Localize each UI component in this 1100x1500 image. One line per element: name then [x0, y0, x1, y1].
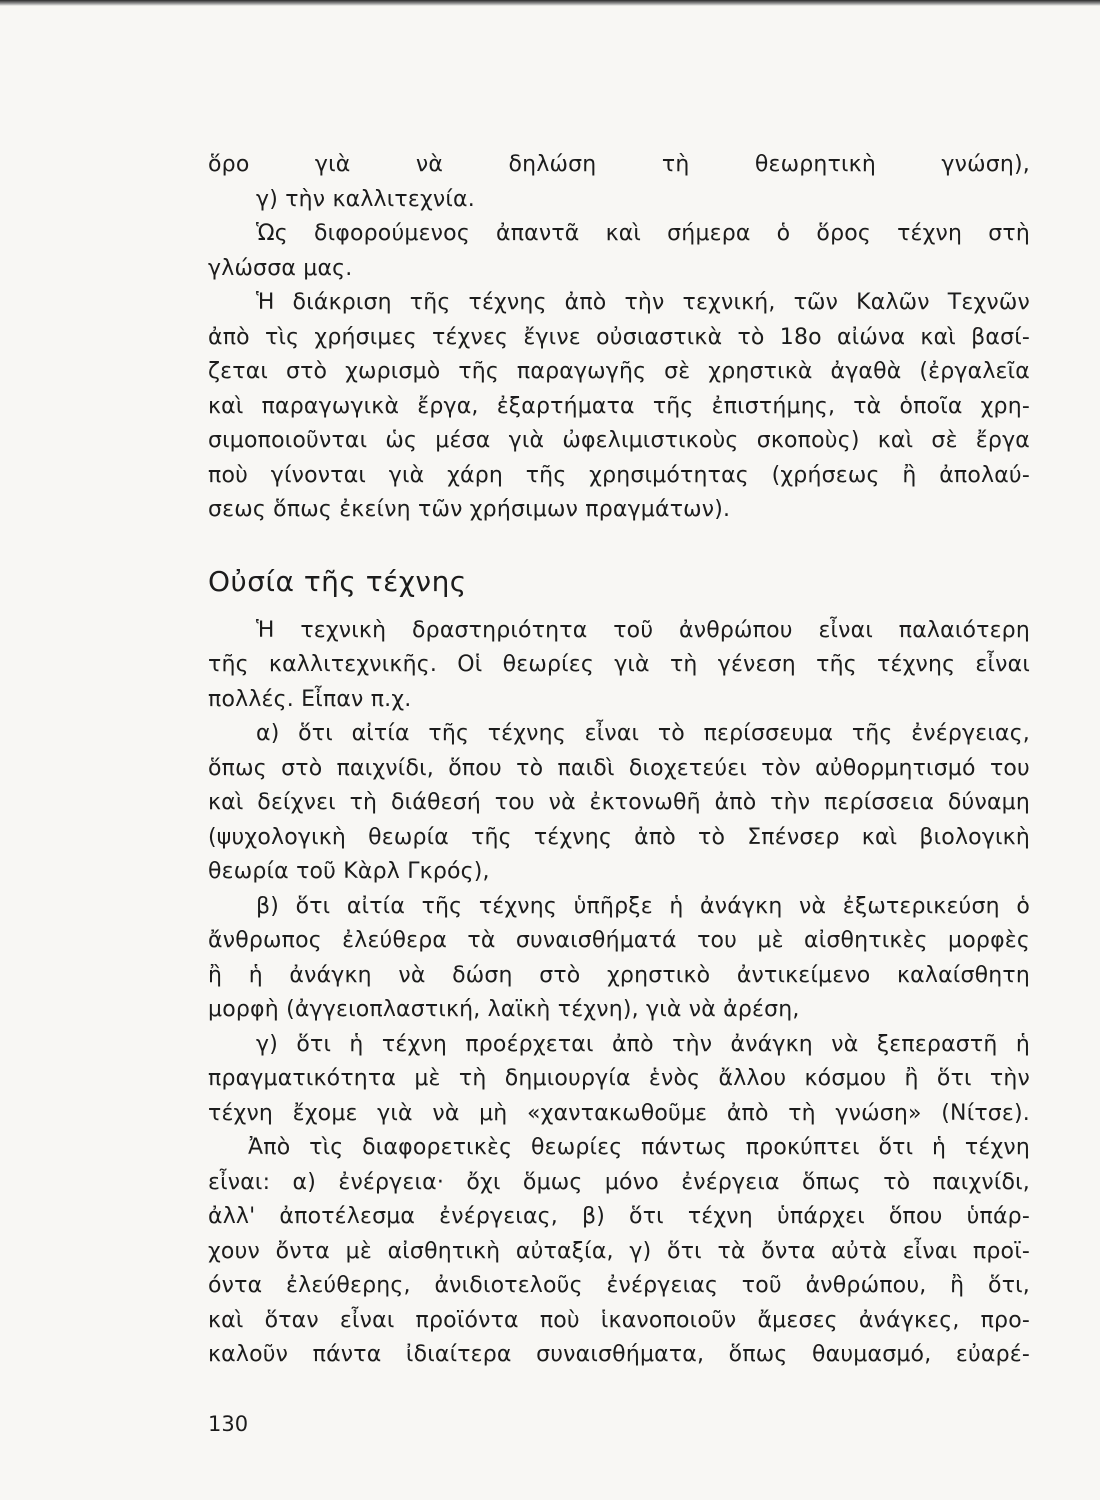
text-line-32: καὶ ὅταν εἶναι προϊόντα ποὺ ἱκανοποιοῦν ἄμεσες ἀνάγκες, προ-	[208, 1307, 1030, 1333]
text-line-15: α) ὅτι αἰτία τῆς τέχνης εἶναι τὸ περίσσευμα τῆς ἐνέργειας,	[256, 721, 1030, 746]
text-line-27: Ἀπὸ τὶς διαφορετικὲς θεωρίες πάντως προκύπτει ὅτι ἡ τέχνη	[248, 1135, 1030, 1160]
text-line-6: ἀπὸ τὶς χρήσιμες τέχνες ἔγινε οὐσιαστικὰ τὸ 18ο αἰώνα καὶ βασί-	[208, 324, 1030, 350]
text-line-29: ἀλλ' ἀποτέλεσμα ἐνέργειας, β) ὅτι τέχνη ὑπάρχει ὅπου ὑπάρ-	[208, 1204, 1030, 1229]
text-line-13: τῆς καλλιτεχνικῆς. Οἱ θεωρίες γιὰ τὴ γένεση τῆς τέχνης εἶναι	[208, 652, 1030, 677]
text-line-11: σεως ὅπως ἐκείνη τῶν χρήσιμων πραγμάτων).	[208, 497, 731, 522]
text-line-22: ἢ ἡ ἀνάγκη νὰ δώση στὸ χρηστικὸ ἀντικείμενο καλαίσθητη	[208, 962, 1030, 988]
text-line-31: όντα ἐλεύθερης, ἀνιδιοτελοῦς ἐνέργειας τοῦ ἀνθρώπου, ἢ ὅτι,	[208, 1273, 1030, 1298]
text-line-21: ἄνθρωπος ἐλεύθερα τὰ συναισθήματά του μὲ αἰσθητικὲς μορφὲς	[208, 928, 1030, 953]
page-top-edge	[0, 0, 1100, 6]
text-line-25: πραγματικότητα μὲ τὴ δημιουργία ἑνὸς ἄλλου κόσμου ἢ ὅτι τὴν	[208, 1066, 1030, 1091]
text-line-24: γ) ὅτι ἡ τέχνη προέρχεται ἀπὸ τὴν ἀνάγκη νὰ ξεπεραστῆ ἡ	[256, 1031, 1030, 1057]
text-line-28: εἶναι: α) ἐνέργεια· ὄχι ὅμως μόνο ἐνέργεια ὅπως τὸ παιχνίδι,	[208, 1169, 1030, 1195]
text-line-10: ποὺ γίνονται γιὰ χάρη τῆς χρησιμότητας (χρήσεως ἢ ἀπολαύ-	[208, 462, 1030, 488]
text-line-14: πολλές. Εἶπαν π.χ.	[208, 686, 412, 712]
text-line-1: ὅρο γιὰ νὰ δηλώση τὴ θεωρητικὴ γνώση),	[208, 152, 1030, 177]
text-line-26: τέχνη ἔχομε γιὰ νὰ μὴ «χαντακωθοῦμε ἀπὸ τὴ γνώση» (Νίτσε).	[208, 1100, 1030, 1126]
text-line-2: γ) τὴν καλλιτεχνία.	[256, 186, 475, 212]
text-line-23: μορφὴ (ἀγγειοπλαστική, λαϊκὴ τέχνη), γιὰ νὰ ἀρέση,	[208, 997, 800, 1022]
text-line-18: (ψυχολογικὴ θεωρία τῆς τέχνης ἀπὸ τὸ Σπένσερ καὶ βιολογικὴ	[208, 824, 1030, 850]
text-line-19: θεωρία τοῦ Κὰρλ Γκρός),	[208, 859, 490, 884]
text-line-12: Ἡ τεχνικὴ δραστηριότητα τοῦ ἀνθρώπου εἶναι παλαιότερη	[256, 617, 1030, 643]
text-line-16: ὅπως στὸ παιχνίδι, ὅπου τὸ παιδὶ διοχετεύει τὸν αὐθορμητισμό του	[208, 755, 1030, 781]
page-text-block	[208, 148, 1030, 1373]
text-line-8: καὶ παραγωγικὰ ἔργα, ἐξαρτήματα τῆς ἐπιστήμης, τὰ ὁποῖα χρη-	[208, 393, 1030, 419]
text-line-3: Ὡς διφορούμενος ἀπαντᾶ καὶ σήμερα ὁ ὅρος τέχνη στὴ	[256, 221, 1030, 246]
text-line-17: καὶ δείχνει τὴ διάθεσή του νὰ ἐκτονωθῆ ἀπὸ τὴν περίσσεια δύναμη	[208, 790, 1030, 815]
text-line-30: χουν ὄντα μὲ αἰσθητικὴ αὐταξία, γ) ὅτι τὰ ὄντα αὐτὰ εἶναι προϊ-	[208, 1238, 1030, 1264]
text-line-9: σιμοποιοῦνται ὡς μέσα γιὰ ὠφελιμιστικοὺς σκοποὺς) καὶ σὲ ἔργα	[208, 428, 1030, 453]
page-number: 130	[208, 1412, 249, 1436]
section-heading: Οὐσία τῆς τέχνης	[208, 564, 467, 598]
text-line-7: ζεται στὸ χωρισμὸ τῆς παραγωγῆς σὲ χρηστικὰ ἀγαθὰ (ἐργαλεῖα	[208, 359, 1030, 384]
text-line-33: καλοῦν πάντα ἰδιαίτερα συναισθήματα, ὅπως θαυμασμό, εὐαρέ-	[208, 1342, 1030, 1367]
text-line-5: Ἡ διάκριση τῆς τέχνης ἀπὸ τὴν τεχνική, τῶν Καλῶν Τεχνῶν	[256, 290, 1030, 315]
text-line-20: β) ὅτι αἰτία τῆς τέχνης ὑπῆρξε ἡ ἀνάγκη νὰ ἐξωτερικεύση ὁ	[256, 893, 1030, 919]
text-line-4: γλώσσα μας.	[208, 255, 353, 281]
